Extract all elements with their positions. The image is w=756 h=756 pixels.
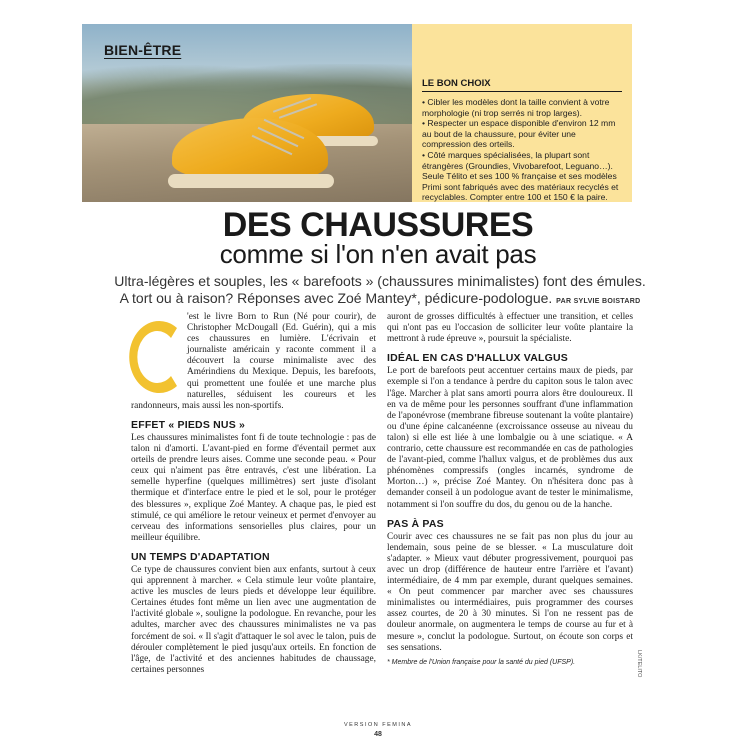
dropcap — [129, 314, 181, 400]
sidebar-item: • Côté marques spécialisées, la plupart sont étrangères (Groundies, Vivobarefoot, Leguano…). Seule Télito et ses 100 % française et ses modèles Primi sont fabriqués avec des matériaux recyclés et recyclables. Compter entre 100 et 150 € la paire. — [422, 150, 622, 203]
standfirst-text: Ultra-légères et souples, les « barefoots » (chaussures minimalistes) font des émules. A tort ou à raison? Réponses avec Zoé Mantey*, pédicure-podologue. — [114, 273, 646, 306]
shoe-front — [166, 112, 336, 198]
sidebar-title: LE BON CHOIX — [422, 78, 622, 92]
paragraph: Le port de barefoots peut accentuer certains maux de pieds, par exemple si l'on a tendance à perdre du capiton sous le talon avec l'âge. Marcher à plat sans amorti pourra alors être douloureux. Il en va de même pour les personnes souffrant d'une inflammation de l'aponévrose (membrane fibreuse soutenant la voûte plantaire) ou d'une épine calcanéenne (excroissance osseuse au niveau du talon) si elle est liée à une lombalgie ou à une sciatique. « A contrario, cette chaussure est recommandée en cas de pathologies de l'avant-pied, comme l'hallux valgus, et de problèmes dus aux phénomènes compressifs (ongles incarnés, syndrome de Morton…) », précise Zoé Mantey. On n'hésitera donc pas à demander conseil à un podologue avant de tester le minimalisme, notamment si l'on souffre du dos, du genou ou de la hanche. — [387, 366, 633, 510]
article-title: DES CHAUSSURES — [222, 206, 534, 244]
paragraph: Courir avec ces chaussures ne se fait pas non plus du jour au lendemain, sous peine de se blesser. « La musculature doit s'adapter. » Mieux vaut débuter progressivement, pourquoi pas avec un drop (différence de hauteur entre l'arrière et l'avant) intermédiaire, de 4 mm par exemple, durant quelques semaines. « On peut commencer par marcher avec ses chaussures minimalistes ou intermédiaires, puis programmer des courses assez courtes, de 20 à 30 minutes. Si l'on ne ressent pas de douleur anormale, on augmentera le temps de course au fur et à mesure », conclut la podologue. Surtout, on écoute son corps et ses sensations. — [387, 531, 633, 653]
page-number: 48 — [374, 731, 382, 738]
intro-block — [131, 312, 376, 412]
heading-pas-a-pas: PAS À PAS — [387, 517, 444, 530]
intro-paragraph: 'est le livre Born to Run (Né pour courir), de Christopher McDougall (Ed. Guérin), qui a mis ces chaussures en lumière. L'écrivain et journaliste américain y raconte comment il a découvert la course minimaliste avec des Amérindiens du Mexique. Depuis, les barefoots, qui promettent une foulée et une marche plus naturelles, séduisent les coureurs et les randonneurs, mais aussi les non-sportifs. — [131, 312, 376, 411]
magazine-name: VERSION FEMINA — [343, 722, 413, 728]
footnote: * Membre de l'Union française pour la santé du pied (UFSP). — [387, 658, 576, 666]
heading-hallux-valgus: IDÉAL EN CAS D'HALLUX VALGUS — [387, 352, 568, 365]
article-subtitle: comme si l'on n'en avait pas — [219, 239, 537, 269]
paragraph: Les chaussures minimalistes font fi de toute technologie : pas de talon ni d'amorti. L'avant-pied en forme d'éventail permet aux orteils de prendre leurs aises. Comme une seconde peau. « Pour ceux qui n'aiment pas être entravés, c'est une libération. La semelle hyperfine (quelques millimètres) sert juste d'isolant thermique et d'interface entre le pied et le sol, pour le protéger des blessures », explique Zoé Mantey. A chaque pas, le pied est stimulé, ce qui améliore le retour veineux et permet d'envoyer au cerveau des informations sensorielles plus claires, pour un meilleur équilibre. — [131, 432, 376, 543]
right-column — [387, 312, 633, 668]
sidebar-item: • Respecter un espace disponible d'environ 12 mm au bout de la chaussure, pour éviter une compression des orteils. — [422, 118, 622, 150]
hero-photo — [82, 24, 412, 202]
sidebar-list — [422, 97, 622, 203]
sidebar-item: • Cibler les modèles dont la taille convient à votre morphologie (ni trop serrés ni trop larges). — [422, 97, 622, 118]
paragraph: auront de grosses difficultés à effectuer une transition, et celles qui n'ont pas eu l'occasion de solliciter leur voûte plantaire la mettront à rude épreuve », poursuit la spécialiste. — [387, 312, 633, 345]
paragraph: Ce type de chaussures convient bien aux enfants, surtout à ceux qui apprennent à marcher. « Cela stimule leur voûte plantaire, active les muscles de leurs pieds et développe leur équilibre. Certaines études font même un lien avec une augmentation de l'activité globale », souligne la podologue. En revanche, pour les adultes, marcher avec des chaussures minimalistes ne va pas forcément de soi. « Il s'agit d'attaquer le sol avec le talon, puis de dérouler complètement le pied jusqu'aux orteils. En fonction de l'âge, de l'activité et des anciennes habitudes de chaussage, certaines personnes — [131, 564, 376, 675]
dropcap-c-icon — [129, 314, 181, 400]
sidebar-box — [412, 24, 632, 202]
section-tag: BIEN-ÊTRE — [104, 42, 182, 58]
photo-credit: LK/TELITO — [636, 650, 642, 678]
standfirst — [110, 273, 650, 310]
byline: PAR SYLVIE BOISTARD — [556, 298, 641, 305]
heading-temps-adaptation: UN TEMPS D'ADAPTATION — [131, 550, 270, 563]
left-column — [131, 312, 376, 676]
heading-effet-pieds-nus: EFFET « PIEDS NUS » — [131, 418, 246, 431]
